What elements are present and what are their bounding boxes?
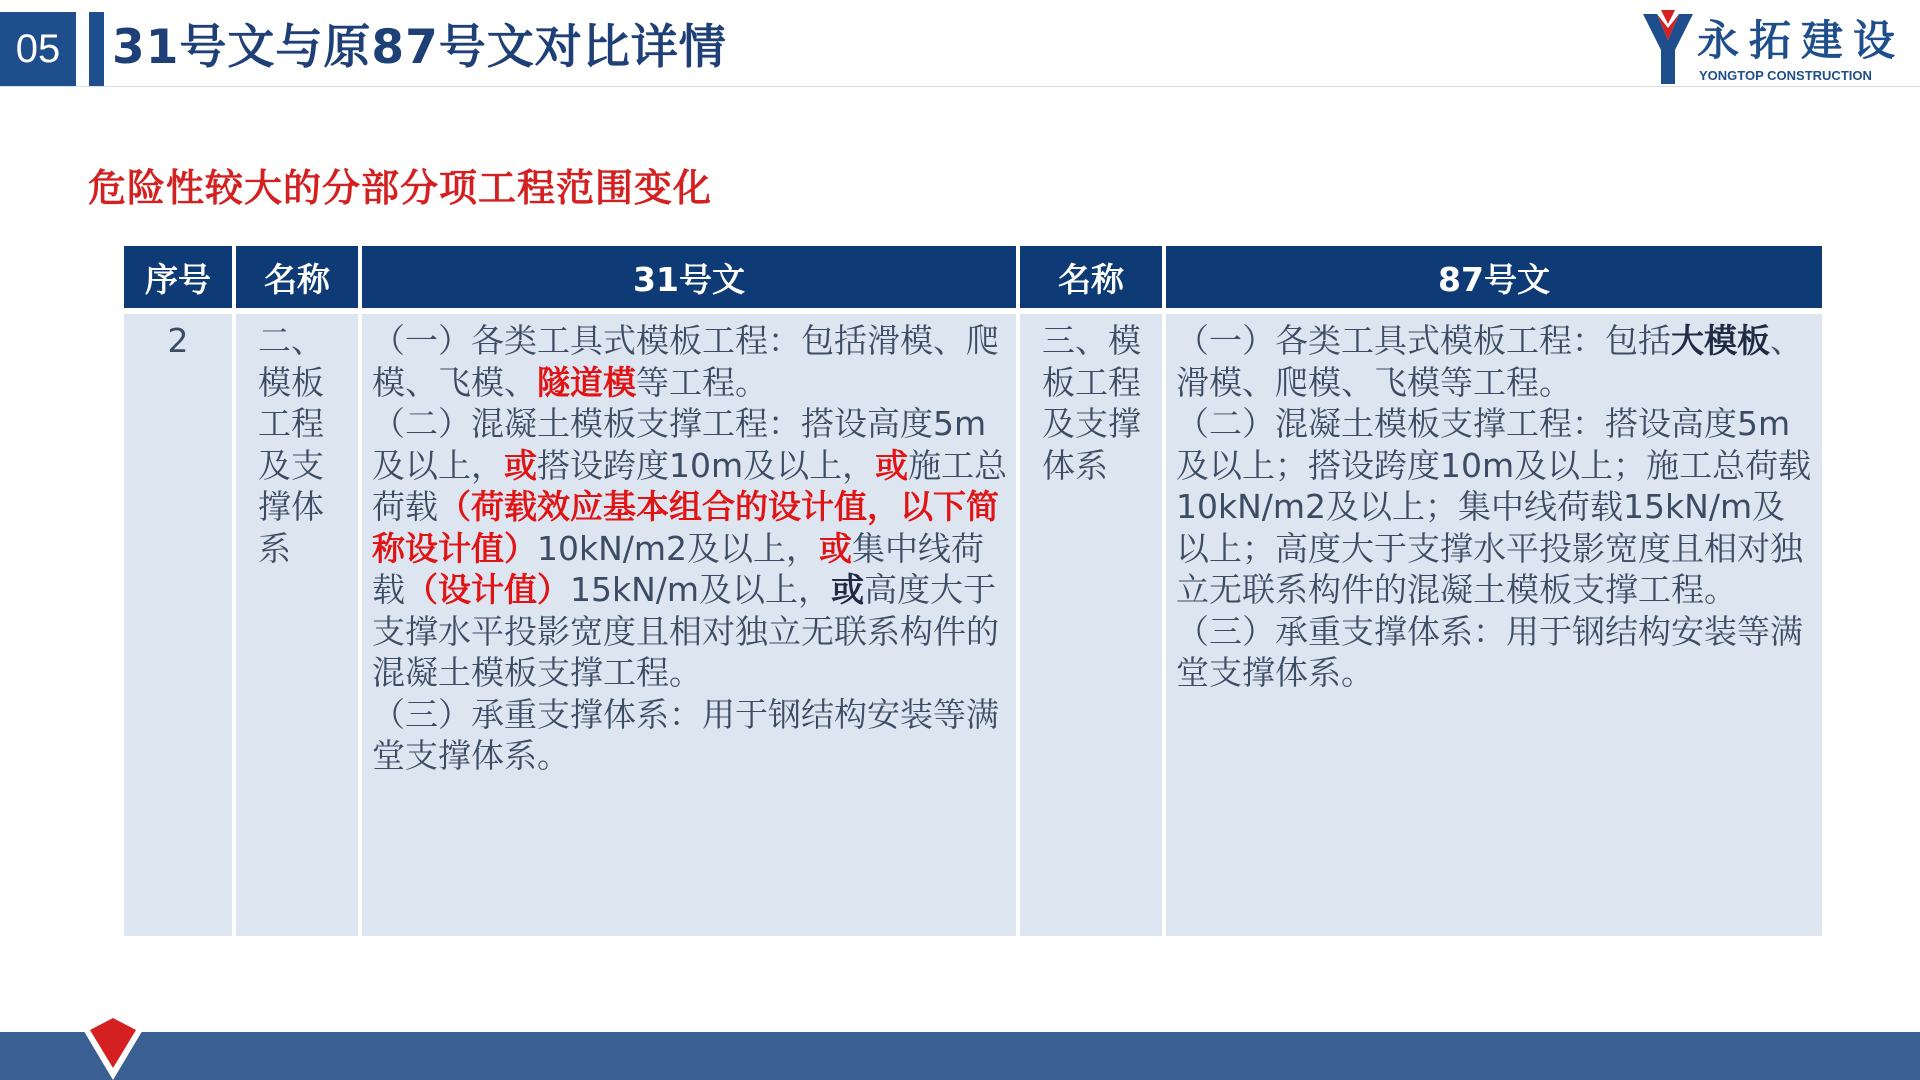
header-divider bbox=[0, 86, 1920, 87]
cell-name-31: 二、模板工程及支撑体系 bbox=[236, 314, 358, 936]
highlight-design-value: （设计值） bbox=[405, 570, 570, 609]
header-seq: 序号 bbox=[124, 246, 232, 308]
cell-seq: 2 bbox=[124, 314, 232, 936]
table-row bbox=[124, 314, 1822, 936]
doc31-paragraph-3: （三）承重支撑体系：用于钢结构安装等满堂支撑体系。 bbox=[372, 694, 999, 775]
header-doc-87: 87号文 bbox=[1166, 246, 1822, 308]
doc87-paragraph-2: （二）混凝土模板支撑工程：搭设高度5m及以上；搭设跨度10m及以上；施工总荷载10kN/m2及以上；集中线荷载15kN/m及以上；高度大于支撑水平投影宽度且相对独立无联系构件的混凝土模板支撑工程。 bbox=[1176, 404, 1812, 609]
header-doc-31: 31号文 bbox=[362, 246, 1016, 308]
page-title: 31号文与原87号文对比详情 bbox=[112, 20, 727, 75]
title-accent-bar bbox=[89, 12, 104, 86]
highlight-tunnel-form: 隧道模 bbox=[537, 362, 636, 402]
cell-name-87: 三、模板工程及支撑体系 bbox=[1020, 314, 1162, 936]
footer-diamond-icon bbox=[82, 1012, 144, 1080]
comparison-table bbox=[120, 246, 1826, 936]
table-header-row bbox=[124, 246, 1822, 308]
footer-band bbox=[0, 1032, 1920, 1080]
emphasis-or: 或 bbox=[831, 570, 865, 609]
logo-name-cn: 永拓建设 bbox=[1697, 16, 1906, 65]
highlight-design-value-note: （荷载效应基本组合的设计值，以下简称设计值） bbox=[372, 487, 999, 568]
section-subtitle: 危险性较大的分部分项工程范围变化 bbox=[88, 166, 713, 210]
header-name-31: 名称 bbox=[236, 246, 358, 308]
logo-mark-icon bbox=[1643, 10, 1693, 84]
section-number-badge bbox=[0, 12, 76, 86]
doc31-paragraph-2: （二）混凝土模板支撑工程：搭设高度5m及以上，或搭设跨度10m及以上，或施工总荷载（荷载效应基本组合的设计值，以下简称设计值）10kN/m2及以上，或集中线荷载（设计值）15kN/m及以上，或高度大于支撑水平投影宽度且相对独立无联系构件的混凝土模板支撑工程。 bbox=[372, 404, 1008, 692]
header-name-87: 名称 bbox=[1020, 246, 1162, 308]
highlight-or: 或 bbox=[819, 528, 853, 568]
doc31-paragraph-1: （一）各类工具式模板工程：包括滑模、爬模、飞模、隧道模等工程。 bbox=[372, 321, 999, 402]
highlight-or: 或 bbox=[875, 445, 909, 485]
doc87-paragraph-1: （一）各类工具式模板工程：包括大模板、滑模、爬模、飞模等工程。 bbox=[1176, 321, 1803, 402]
cell-doc-87 bbox=[1166, 314, 1822, 936]
company-logo bbox=[1643, 10, 1913, 86]
doc87-paragraph-3: （三）承重支撑体系：用于钢结构安装等满堂支撑体系。 bbox=[1176, 611, 1803, 692]
logo-name-en: YONGTOP CONSTRUCTION bbox=[1699, 68, 1872, 83]
emphasis-large-form: 大模板 bbox=[1671, 321, 1770, 360]
highlight-or: 或 bbox=[504, 445, 537, 485]
section-number: 05 bbox=[15, 26, 61, 71]
cell-doc-31 bbox=[362, 314, 1016, 936]
